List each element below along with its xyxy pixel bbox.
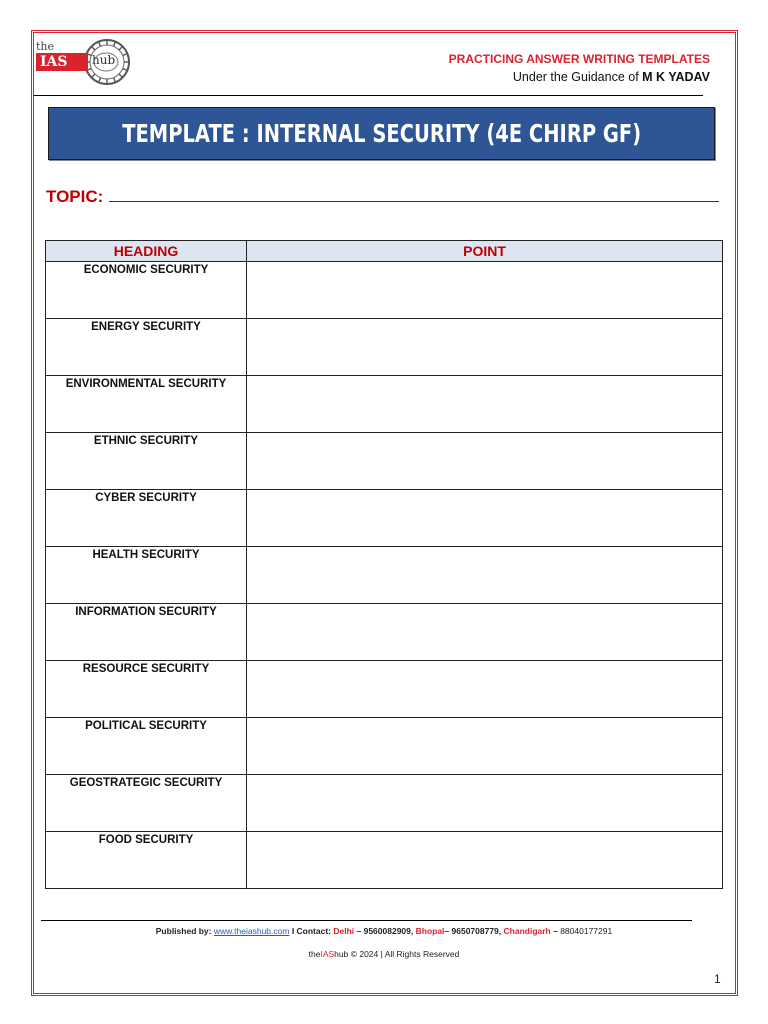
row-heading: ECONOMIC SECURITY: [46, 262, 247, 319]
row-point-cell[interactable]: [247, 775, 723, 832]
template-table: [45, 240, 723, 889]
row-point-cell[interactable]: [247, 832, 723, 889]
table-row: [46, 376, 723, 433]
phone-bhopal: – 9650708779,: [444, 926, 504, 936]
table-row: [46, 319, 723, 376]
row-point-cell[interactable]: [247, 661, 723, 718]
phone-sep: –: [550, 926, 561, 936]
city-bhopal: Bhopal: [415, 926, 445, 936]
header-guidance: [449, 70, 710, 84]
contact-label: I Contact:: [289, 926, 334, 936]
footer-divider: [41, 920, 692, 921]
row-heading: HEALTH SECURITY: [46, 547, 247, 604]
table-row: [46, 547, 723, 604]
logo-hub: hub: [92, 53, 116, 67]
topic-section: [46, 186, 719, 207]
column-header-heading: HEADING: [46, 241, 247, 262]
row-heading: GEOSTRATEGIC SECURITY: [46, 775, 247, 832]
guidance-name: M K YADAV: [642, 70, 710, 84]
copyright-the: the: [308, 949, 321, 959]
row-heading: FOOD SECURITY: [46, 832, 247, 889]
table-header-row: [46, 241, 723, 262]
table-row: [46, 718, 723, 775]
topic-label: TOPIC:: [46, 187, 104, 206]
logo-the: the: [36, 40, 55, 53]
banner-title: TEMPLATE : INTERNAL SECURITY (4E CHIRP GF): [122, 119, 641, 148]
row-heading: POLITICAL SECURITY: [46, 718, 247, 775]
table-row: [46, 433, 723, 490]
table-row: [46, 661, 723, 718]
row-point-cell[interactable]: [247, 262, 723, 319]
header-divider: [34, 95, 703, 96]
copyright-ias: IAS: [320, 949, 335, 959]
row-point-cell[interactable]: [247, 376, 723, 433]
row-point-cell[interactable]: [247, 547, 723, 604]
phone-delhi: – 9560082909,: [354, 926, 416, 936]
page-number: 1: [714, 972, 721, 986]
published-label: Published by:: [155, 926, 214, 936]
row-heading: RESOURCE SECURITY: [46, 661, 247, 718]
row-heading: ENVIRONMENTAL SECURITY: [46, 376, 247, 433]
row-point-cell[interactable]: [247, 490, 723, 547]
table-row: [46, 490, 723, 547]
row-point-cell[interactable]: [247, 319, 723, 376]
row-heading: CYBER SECURITY: [46, 490, 247, 547]
phone-chandigarh: 88040177291: [560, 926, 613, 936]
copyright-rest: hub © 2024 | All Rights Reserved: [334, 949, 460, 959]
table-row: [46, 832, 723, 889]
footer-copyright: [0, 949, 768, 959]
topic-input-line[interactable]: [109, 186, 719, 202]
table-row: [46, 262, 723, 319]
logo: [36, 36, 136, 88]
guidance-prefix: Under the Guidance of: [512, 70, 643, 84]
row-point-cell[interactable]: [247, 604, 723, 661]
row-point-cell[interactable]: [247, 718, 723, 775]
row-point-cell[interactable]: [247, 433, 723, 490]
table-row: [46, 775, 723, 832]
website-link[interactable]: www.theiashub.com: [213, 926, 290, 936]
header-title: PRACTICING ANSWER WRITING TEMPLATES: [448, 52, 710, 66]
header-info: [449, 52, 710, 84]
city-delhi: Delhi: [333, 926, 355, 936]
city-chandigarh: Chandigarh: [503, 926, 551, 936]
footer-contact: [0, 926, 768, 936]
row-heading: ENERGY SECURITY: [46, 319, 247, 376]
title-banner: [48, 107, 715, 160]
logo-ias: IAS: [36, 53, 88, 71]
row-heading: INFORMATION SECURITY: [46, 604, 247, 661]
table-row: [46, 604, 723, 661]
column-header-point: POINT: [247, 241, 723, 262]
row-heading: ETHNIC SECURITY: [46, 433, 247, 490]
